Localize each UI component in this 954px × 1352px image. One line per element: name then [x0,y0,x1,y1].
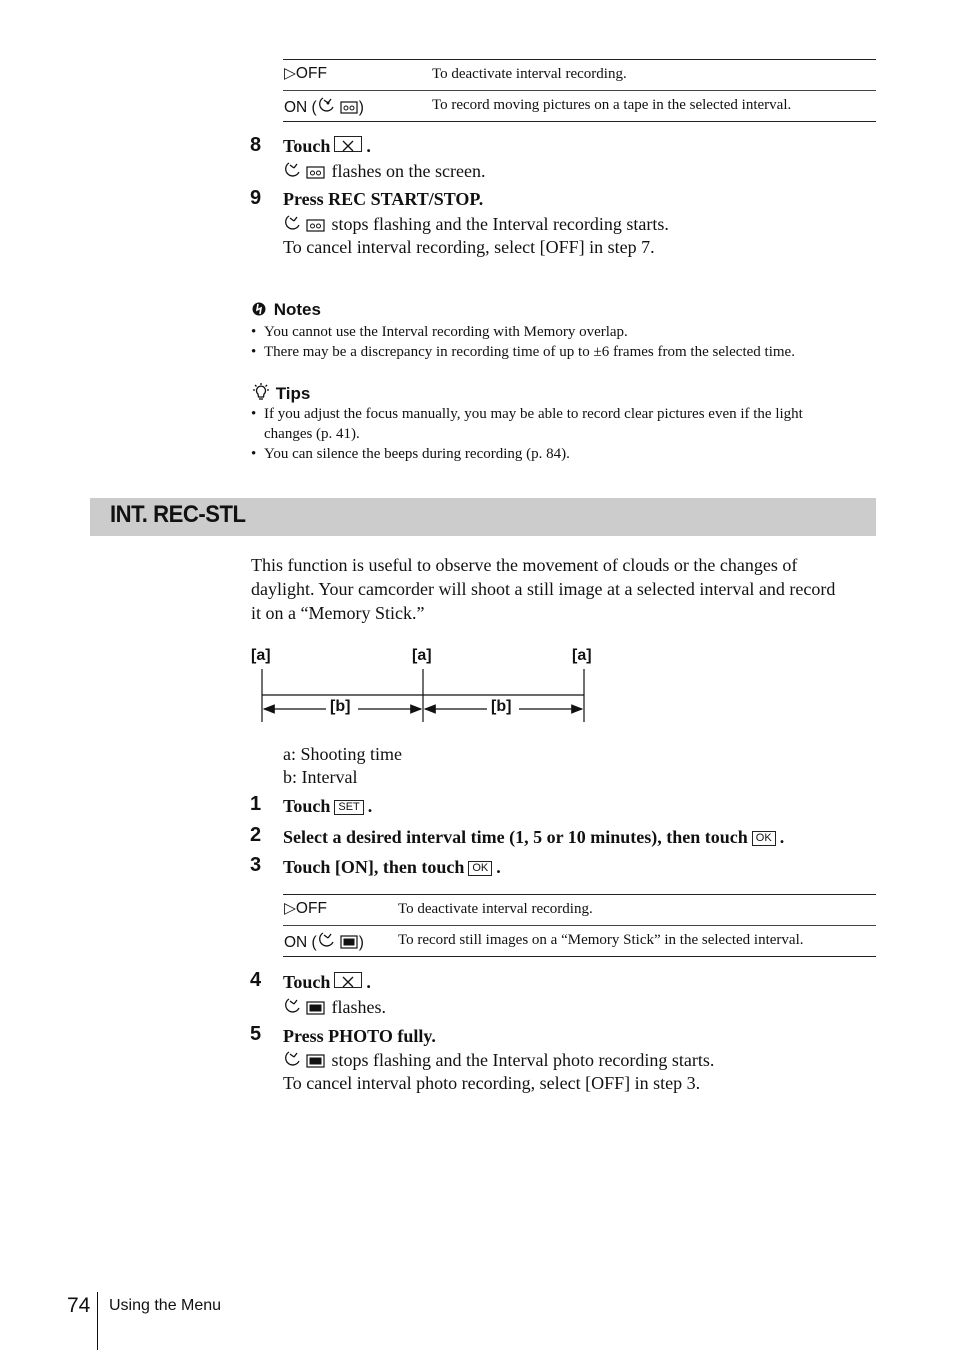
tips-heading [251,382,310,404]
intro-line-1: This function is useful to observe the movement of clouds or the changes of [251,555,798,575]
interval-tape-icon [283,160,327,180]
step-1-text: Touch [283,796,331,816]
option-row-off [283,895,876,925]
interval-photo-icon [317,930,359,950]
step-number-9: 9 [250,187,262,209]
step-2-suffix: . [779,827,785,847]
close-x-button[interactable] [334,972,362,988]
step-number-8: 8 [250,134,262,156]
step-number-4: 4 [250,969,262,991]
step-8-line-1-text: flashes on the screen. [331,161,486,181]
notes-heading [251,300,321,320]
step-4-touch-text: Touch [283,972,331,992]
step-number-3: 3 [250,854,262,876]
option-key-on [284,930,364,952]
option-key-on-prefix: ON ( [284,934,317,951]
options-table-interval-rec [283,59,876,122]
step-title-1 [283,796,372,817]
footer-section-name: Using the Menu [109,1297,222,1314]
step-title-8 [283,136,371,157]
step-5-line-2: To cancel interval photo recording, select [OFF] in step 3. [283,1073,701,1093]
intro-line-3: it on a “Memory Stick.” [251,603,425,623]
bullet-dot: • [251,406,257,422]
diagram-label-b-2: [b] [491,698,512,715]
step-5-line-1-text: stops flashing and the Interval photo recording starts. [331,1050,715,1070]
option-key-on-suffix: ) [358,99,364,116]
bullet-dot: • [251,446,257,462]
step-4-line-1-text: flashes. [331,997,386,1017]
step-3-suffix: . [496,857,501,877]
step-9-line-1-text: stops flashing and the Interval recording starts. [331,214,669,234]
step-3-text: Touch [ON], then touch [283,857,465,877]
step-number-2: 2 [250,824,262,846]
close-x-icon [335,975,361,989]
bullet-dot: • [251,344,257,360]
lightbulb-icon [251,382,271,402]
option-row-off [283,60,876,90]
section-header-bar [90,498,876,536]
option-desc-on: To record moving pictures on a tape in the selected interval. [432,97,792,113]
step-number-5: 5 [250,1023,262,1045]
tip-item-1-line-2: changes (p. 41). [264,426,360,442]
option-desc-off: To deactivate interval recording. [398,901,593,917]
step-title-9: Press REC START/STOP. [283,189,484,209]
step-8-line-1 [283,160,485,182]
step-number-1: 1 [250,793,262,815]
option-key-on-suffix: ) [358,934,364,951]
diagram-label-a-2: [a] [412,647,432,664]
legend-a: a: Shooting time [283,744,402,764]
page-number: 74 [67,1294,91,1317]
interval-tape-icon [317,95,359,115]
step-4-suffix: . [366,972,371,992]
step-8-touch-text: Touch [283,136,331,156]
tips-heading-text: Tips [275,384,311,403]
interval-tape-icon [283,213,327,233]
step-4-line-1 [283,996,386,1018]
close-x-icon [335,139,361,153]
section-title: INT. REC-STL [110,501,246,528]
option-desc-off: To deactivate interval recording. [432,66,627,82]
option-row-on [283,925,876,956]
interval-timing-diagram [245,645,605,730]
step-1-suffix: . [367,796,373,816]
option-key-off: ▷OFF [284,900,327,917]
diagram-label-a-3: [a] [572,647,592,664]
note-item-1-text: You cannot use the Interval recording with Memory overlap. [264,324,628,340]
set-button[interactable]: SET [334,800,363,815]
tip-item-1-line-1: If you adjust the focus manually, you may be able to record clear pictures even if the light [264,406,803,422]
diagram-label-a-1: [a] [251,647,271,664]
ok-button[interactable]: OK [468,861,492,876]
footer-divider [97,1292,98,1350]
ok-button[interactable]: OK [752,831,776,846]
note-item-2-text: There may be a discrepancy in recording time of up to ±6 frames from the selected time. [264,344,795,360]
option-key-on-prefix: ON ( [284,99,317,116]
intro-line-2: daylight. Your camcorder will shoot a still image at a selected interval and record [251,579,836,599]
step-5-line-1 [283,1049,714,1071]
step-title-5: Press PHOTO fully. [283,1026,436,1046]
interval-photo-icon [283,1049,327,1069]
step-2-text: Select a desired interval time (1, 5 or 10 minutes), then touch [283,827,748,847]
notes-heading-text: Notes [273,300,321,319]
diagram-label-b-1: [b] [330,698,351,715]
option-desc-on: To record still images on a “Memory Stick” in the selected interval. [398,932,804,948]
interval-photo-icon [283,996,327,1016]
option-key-on [284,95,364,117]
legend-b: b: Interval [283,767,358,787]
step-title-2 [283,827,784,848]
step-8-suffix: . [366,136,371,156]
tip-item-2-text: You can silence the beeps during recording (p. 84). [264,446,570,462]
step-title-3 [283,857,501,878]
notes-warning-icon [251,301,269,317]
bullet-dot: • [251,324,257,340]
close-x-button[interactable] [334,136,362,152]
step-title-4 [283,972,371,993]
option-key-off: ▷OFF [284,65,327,82]
step-9-line-1 [283,213,669,235]
step-9-line-2: To cancel interval recording, select [OFF] in step 7. [283,237,655,257]
option-row-on [283,90,876,121]
options-table-interval-photo [283,894,876,957]
